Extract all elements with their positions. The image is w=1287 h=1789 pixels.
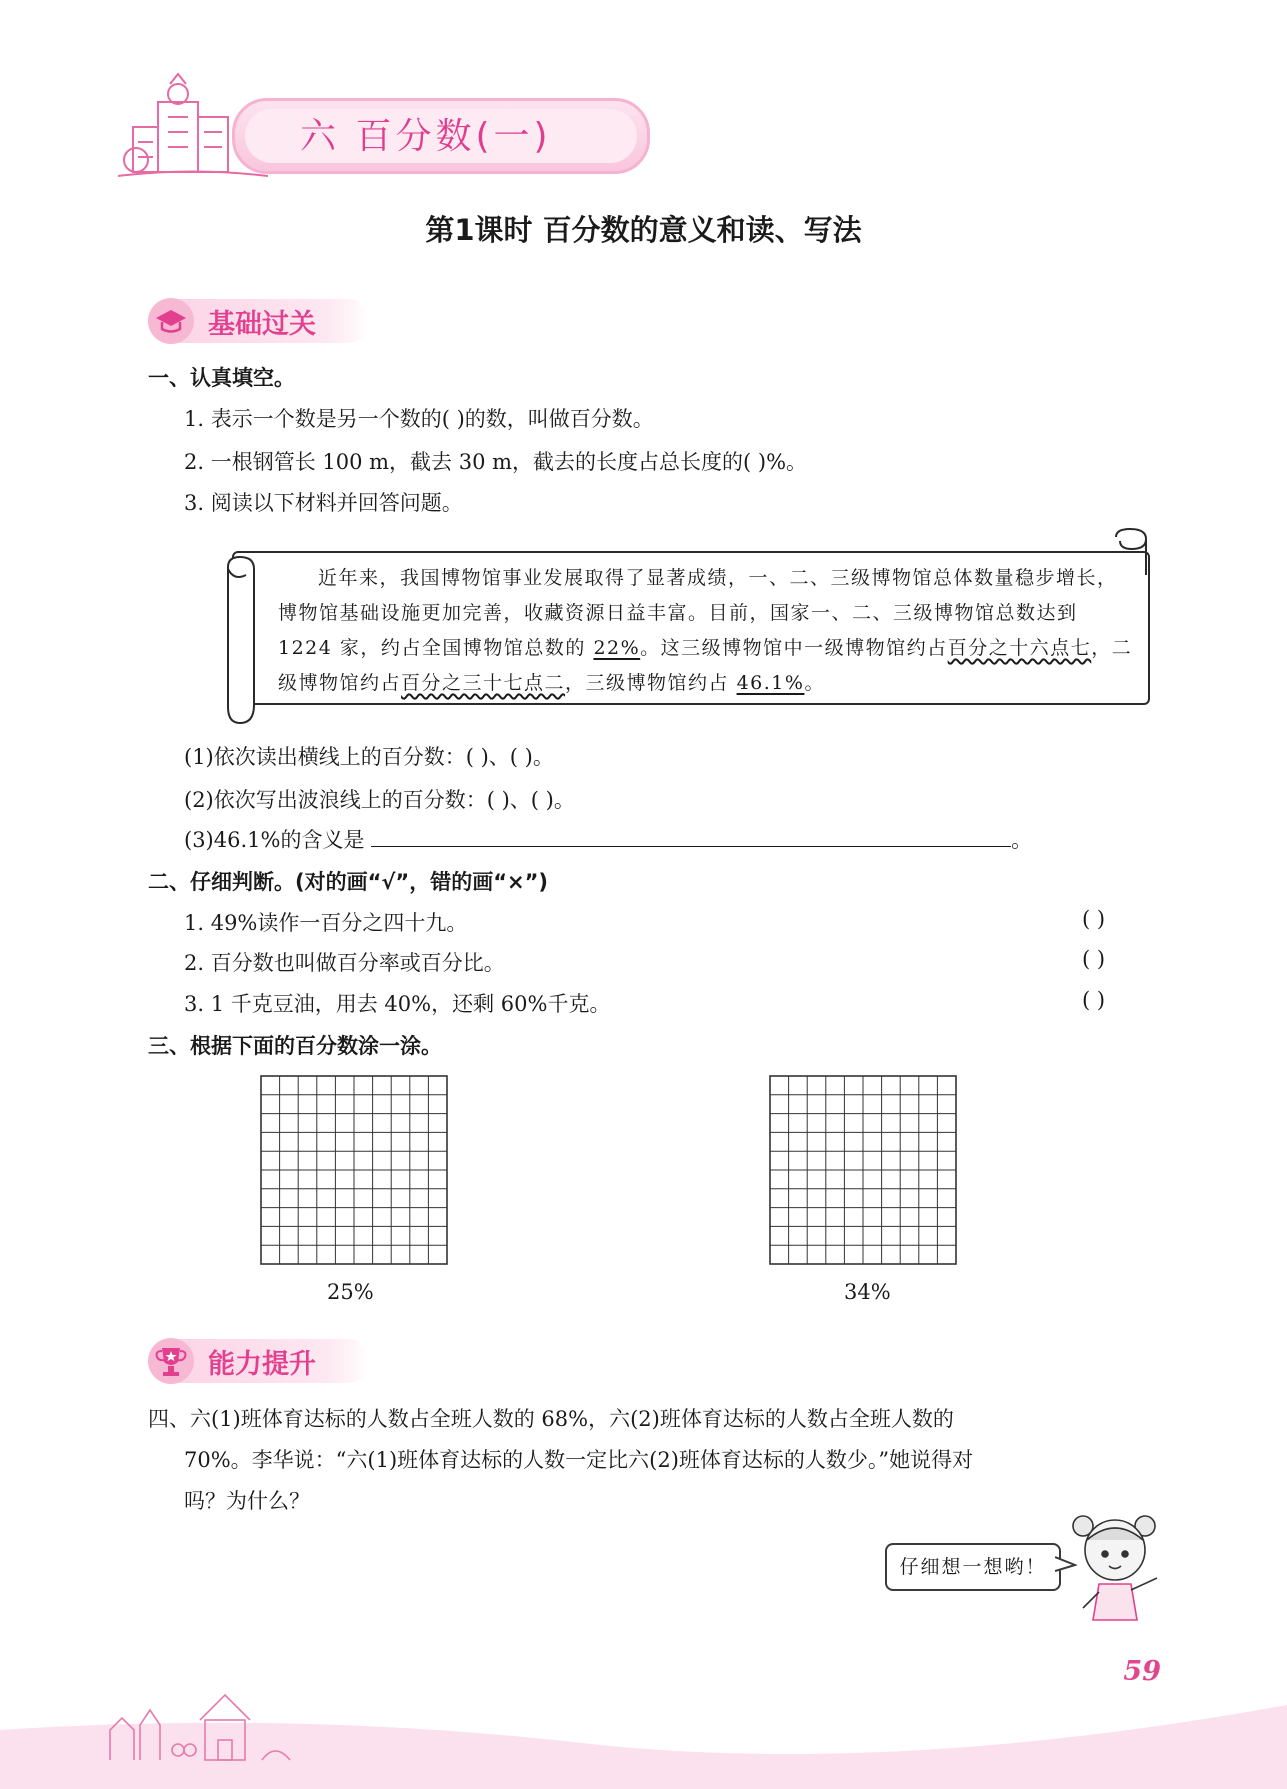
q1-item1: 1. 表示一个数是另一个数的( )的数，叫做百分数。 [184,407,654,431]
q2-heading: 二、仔细判断。(对的画“√”，错的画“×”) [148,870,549,894]
girl-illustration [1065,1508,1165,1628]
q1-sub3 [184,824,1032,854]
q2-answer-paren-2[interactable]: ( ) [1082,947,1106,971]
passage-part4: ，三级博物馆约占 [565,672,737,694]
underlined-percent-22: 22% [593,637,641,659]
q1-sub3-suffix: 。 [1011,828,1033,852]
wavy-percent-37-2: 百分之三十七点二 [401,672,566,694]
passage-part3: ，二级博物馆约占 [278,637,1133,694]
q2-answer-paren-1[interactable]: ( ) [1082,907,1106,931]
footer-town-decoration [0,1690,1287,1789]
grid-right-label: 34% [844,1280,891,1304]
q4-line3: 吗？为什么？ [184,1489,310,1513]
passage-part2: 。这三级博物馆中一级博物馆约占 [640,637,948,659]
q3-heading: 三、根据下面的百分数涂一涂。 [148,1034,442,1058]
scroll-left-roll [220,555,262,727]
q2-answer-paren-3[interactable]: ( ) [1082,988,1106,1012]
q2-item3: 3. 1 千克豆油，用去 40%，还剩 60%千克。 [184,992,611,1016]
section-basic-label: 基础过关 [208,309,316,340]
wavy-percent-16-7: 百分之十六点七 [947,637,1092,659]
q1-sub3-prefix: (3)46.1%的含义是 [184,828,365,852]
q1-sub2: (2)依次写出波浪线上的百分数：( )、( )。 [184,788,575,812]
q1-item3: 3. 阅读以下材料并回答问题。 [184,491,463,515]
grid-left-label: 25% [327,1280,374,1304]
trophy-icon [148,1338,194,1384]
answer-line[interactable] [371,830,1011,847]
q1-heading: 一、认真填空。 [148,366,295,390]
q1-sub1: (1)依次读出横线上的百分数：( )、( )。 [184,745,554,769]
q2-item1: 1. 49%读作一百分之四十九。 [184,911,468,935]
underlined-percent-46-1: 46.1% [736,672,805,694]
lesson-title: 第1课时 百分数的意义和读、写法 [425,213,862,247]
page-number: 59 [1123,1656,1161,1687]
q1-item2: 2. 一根钢管长 100 m，截去 30 m，截去的长度占总长度的( )%。 [184,450,808,474]
hint-bubble: 仔细想一想哟！ [885,1543,1061,1591]
q4-line1: 四、六(1)班体育达标的人数占全班人数的 68%，六(2)班体育达标的人数占全班人数的 [148,1407,954,1431]
hundred-grid-right[interactable] [769,1075,957,1265]
graduation-cap-icon [148,298,194,344]
reading-passage-text [278,561,1136,701]
q2-item2: 2. 百分数也叫做百分率或百分比。 [184,951,505,975]
chapter-title: 六 百分数(一) [300,116,552,157]
section-ability-label: 能力提升 [208,1349,316,1380]
passage-part5: 。 [804,672,825,694]
passage-part1: 近年来，我国博物馆事业发展取得了显著成绩，一、二、三级博物馆总体数量稳步增长，博物馆基础设施更加完善，收藏资源日益丰富。目前，国家一、二、三级博物馆总数达到 1224 家，约占全国博物馆总数的 [278,567,1118,659]
q4-line2: 70%。李华说：“六(1)班体育达标的人数一定比六(2)班体育达标的人数少。”她说得对 [184,1448,974,1472]
hundred-grid-left[interactable] [260,1075,448,1265]
